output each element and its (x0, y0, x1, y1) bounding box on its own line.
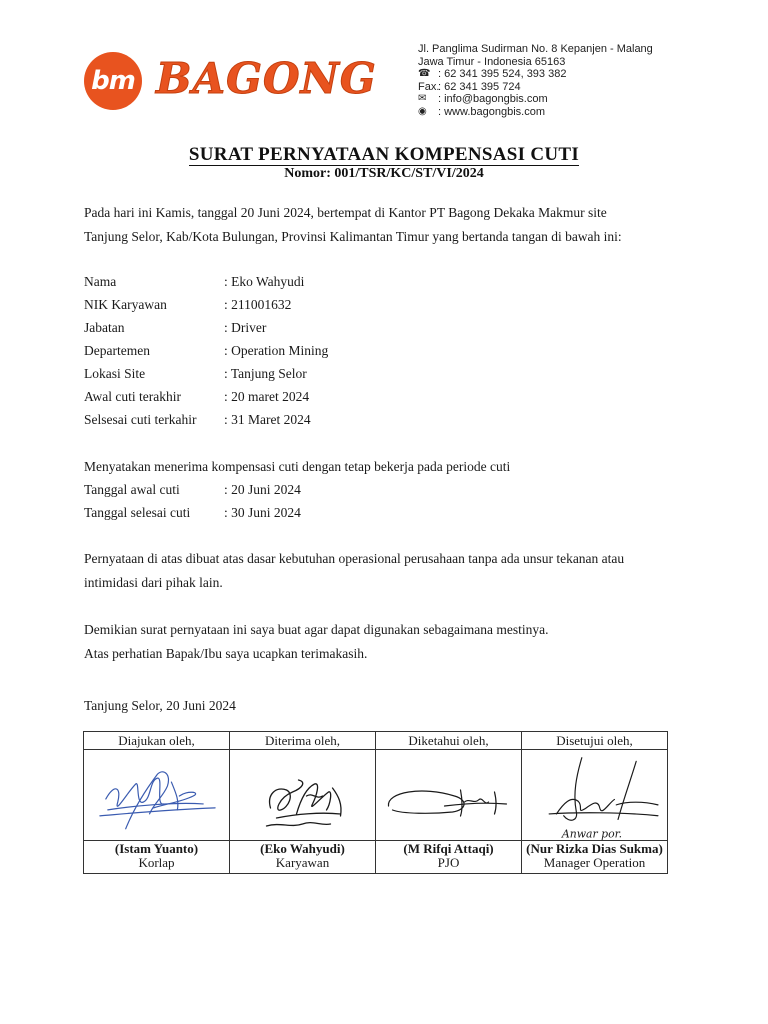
basis-paragraph (84, 547, 684, 595)
phone-row (418, 68, 678, 81)
signature-cell-1 (84, 750, 230, 841)
closing-paragraph (84, 618, 684, 666)
globe-icon: ◉ (418, 105, 427, 117)
envelope-icon: ✉ (418, 93, 427, 104)
logo-mark-text: bm (91, 66, 135, 96)
document-title (0, 144, 768, 166)
field-label: Tanggal selesai cuti (84, 505, 191, 520)
signatory-name: (Istam Yuanto) (114, 841, 199, 856)
signature-table (83, 731, 668, 874)
field-value: : Driver (224, 320, 267, 335)
signatory-4 (522, 841, 668, 874)
field-label: Departemen (84, 343, 150, 358)
signatory-3 (376, 841, 522, 874)
field-value: : 20 maret 2024 (224, 389, 310, 404)
signature-header: Diajukan oleh, (84, 732, 230, 750)
signature-header: Diketahui oleh, (376, 732, 522, 750)
address-line-1: Jl. Panglima Sudirman No. 8 Kepanjen - Malang (418, 43, 653, 55)
signatory-1 (84, 841, 230, 874)
company-logo (84, 50, 394, 112)
field-label: NIK Karyawan (84, 297, 167, 312)
signatory-role: PJO (437, 855, 460, 870)
phone-icon: ☎ (418, 68, 431, 79)
fax-label: Fax. (418, 80, 440, 93)
signature-note: Anwar por. (561, 827, 623, 841)
signature-rifqi-icon (376, 744, 521, 844)
field-value: : 30 Juni 2024 (224, 505, 301, 520)
signature-istam-icon (84, 744, 229, 844)
closing-line-2: Atas perhatian Bapak/Ibu saya ucapkan terimakasih. (84, 646, 368, 661)
address-line-2: Jawa Timur - Indonesia 65163 (418, 55, 566, 68)
place-date-text: Tanjung Selor, 20 Juni 2024 (84, 698, 236, 713)
signatory-name: (M Rifqi Attaqi) (403, 841, 494, 856)
signature-eko-icon (230, 744, 375, 844)
signatory-name: (Eko Wahyudi) (260, 841, 345, 856)
letterhead-address (418, 43, 678, 118)
signature-footer-row (84, 841, 668, 874)
closing-line-1: Demikian surat pernyataan ini saya buat agar dapat digunakan sebagaimana mestinya. (84, 622, 549, 637)
field-value: : 211001632 (224, 297, 292, 312)
signature-cell-2 (230, 750, 376, 841)
signature-body-row (84, 750, 668, 841)
field-value: : 20 Juni 2024 (224, 482, 301, 497)
field-value: : Eko Wahyudi (224, 274, 305, 289)
website-row (418, 106, 678, 119)
field-label: Lokasi Site (84, 366, 146, 381)
document-number: Nomor: 001/TSR/KC/ST/VI/2024 (284, 166, 484, 181)
intro-paragraph (84, 201, 684, 249)
signatory-name: (Nur Rizka Dias Sukma) (526, 841, 663, 856)
intro-line-2: Tanjung Selor, Kab/Kota Bulungan, Provinsi Kalimantan Timur yang bertanda tangan di bawah ini: (84, 229, 622, 244)
signatory-role: Manager Operation (543, 855, 646, 870)
signature-header: Disetujui oleh, (522, 732, 668, 750)
document-title-text: SURAT PERNYATAAN KOMPENSASI CUTI (188, 144, 580, 165)
logo-mark-icon (84, 52, 142, 110)
field-label: Awal cuti terakhir (84, 389, 181, 404)
signature-header: Diterima oleh, (230, 732, 376, 750)
field-value: : Operation Mining (224, 343, 329, 358)
statement-text: Menyatakan menerima kompensasi cuti dengan tetap bekerja pada periode cuti (84, 459, 511, 474)
field-value: : 31 Maret 2024 (224, 412, 311, 427)
company-name: BAGONG (156, 54, 377, 103)
website-address: : www.bagongbis.com (438, 105, 545, 118)
field-label: Nama (84, 274, 117, 289)
field-label: Selsesai cuti terkahir (84, 412, 197, 427)
email-row (418, 93, 678, 106)
field-label: Jabatan (84, 320, 125, 335)
signatory-role: Korlap (138, 855, 175, 870)
phone-number: : 62 341 395 524, 393 382 (438, 68, 567, 80)
field-value: : Tanjung Selor (224, 366, 307, 381)
email-address: : info@bagongbis.com (438, 93, 548, 105)
signatory-2 (230, 841, 376, 874)
signature-cell-3 (376, 750, 522, 841)
basis-line-1: Pernyataan di atas dibuat atas dasar kebutuhan operasional perusahaan tanpa ada unsur tekanan atau (84, 551, 625, 566)
intro-line-1: Pada hari ini Kamis, tanggal 20 Juni 2024, bertempat di Kantor PT Bagong Dekaka Makmur site (84, 205, 607, 220)
signature-nur-rizka-icon (522, 744, 667, 844)
basis-line-2: intimidasi dari pihak lain. (84, 575, 223, 590)
signatory-role: Karyawan (275, 855, 330, 870)
fax-number: : 62 341 395 724 (438, 80, 521, 93)
field-label: Tanggal awal cuti (84, 482, 180, 497)
signature-cell-4 (522, 750, 668, 841)
fax-row (418, 81, 678, 94)
